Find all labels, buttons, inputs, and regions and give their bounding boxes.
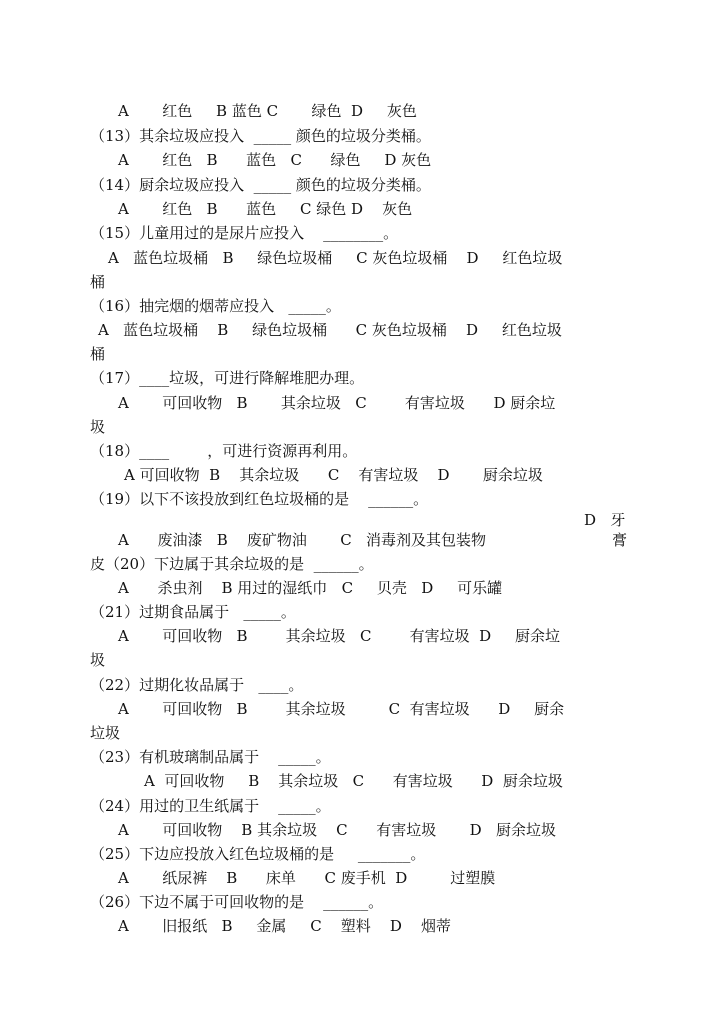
q19-option-d-part2: 膏 [612, 531, 628, 549]
q23-options: A 可回收物 B 其余垃圾 C 有害垃圾 D 厨余垃圾 [144, 772, 563, 790]
q22-question: （22）过期化妆品属于 ____。 [90, 676, 304, 694]
q24-options: A 可回收物 B 其余垃圾 C 有害垃圾 D 厨余垃圾 [118, 821, 556, 839]
q17-options-wrap: 圾 [90, 418, 106, 436]
q19-question: （19）以下不该投放到红色垃圾桶的是 ______。 [90, 490, 429, 508]
q14-options: A 红色 B 蓝色 C 绿色 D 灰色 [118, 200, 413, 218]
q18-options: A 可回收物 B 其余垃圾 C 有害垃圾 D 厨余垃圾 [124, 466, 543, 484]
q21-question: （21）过期食品属于 _____。 [90, 603, 296, 621]
q20-question: 皮（20）下边属于其余垃圾的是 ______。 [90, 555, 374, 573]
q26-options: A 旧报纸 B 金属 C 塑料 D 烟蒂 [118, 917, 451, 935]
q17-options: A 可回收物 B 其余垃圾 C 有害垃圾 D 厨余垃 [118, 394, 556, 412]
q13-question: （13）其余垃圾应投入 _____ 颜色的垃圾分类桶。 [90, 127, 431, 145]
q20-options: A 杀虫剂 B 用过的湿纸巾 C 贝壳 D 可乐罐 [118, 579, 503, 597]
q24-question: （24）用过的卫生纸属于 _____。 [90, 797, 331, 815]
q22-options: A 可回收物 B 其余垃圾 C 有害垃圾 D 厨余 [118, 700, 565, 718]
q18-question: （18）____ ，可进行资源再利用。 [90, 442, 358, 460]
q17-question: （17）____垃圾，可进行降解堆肥办理。 [90, 369, 365, 387]
q22-options-wrap: 垃圾 [90, 724, 121, 742]
q25-question: （25）下边应投放入红色垃圾桶的是 _______。 [90, 845, 426, 863]
q16-options-wrap: 桶 [90, 345, 106, 363]
q16-options: A 蓝色垃圾桶 B 绿色垃圾桶 C 灰色垃圾桶 D 红色垃圾 [98, 321, 562, 339]
q16-question: （16）抽完烟的烟蒂应投入 _____。 [90, 297, 341, 315]
q23-question: （23）有机玻璃制品属于 _____。 [90, 748, 331, 766]
q15-options: A 蓝色垃圾桶 B 绿色垃圾桶 C 灰色垃圾桶 D 红色垃圾 [108, 249, 563, 267]
q21-options-wrap: 圾 [90, 651, 106, 669]
q19-option-d-part1: D 牙 [584, 511, 626, 529]
q26-question: （26）下边不属于可回收物的是 ______。 [90, 893, 384, 911]
q15-question: （15）儿童用过的是尿片应投入 ________。 [90, 224, 399, 242]
q12-options: A 红色 B 蓝色 C 绿色 D 灰色 [118, 102, 417, 120]
q19-options: A 废油漆 B 废矿物油 C 消毒剂及其包装物 [118, 531, 486, 549]
q13-options: A 红色 B 蓝色 C 绿色 D 灰色 [118, 151, 432, 169]
q25-options: A 纸尿裤 B 床单 C 废手机 D 过塑膜 [118, 869, 496, 887]
q21-options: A 可回收物 B 其余垃圾 C 有害垃圾 D 厨余垃 [118, 627, 561, 645]
q15-options-wrap: 桶 [90, 273, 106, 291]
q14-question: （14）厨余垃圾应投入 _____ 颜色的垃圾分类桶。 [90, 176, 431, 194]
